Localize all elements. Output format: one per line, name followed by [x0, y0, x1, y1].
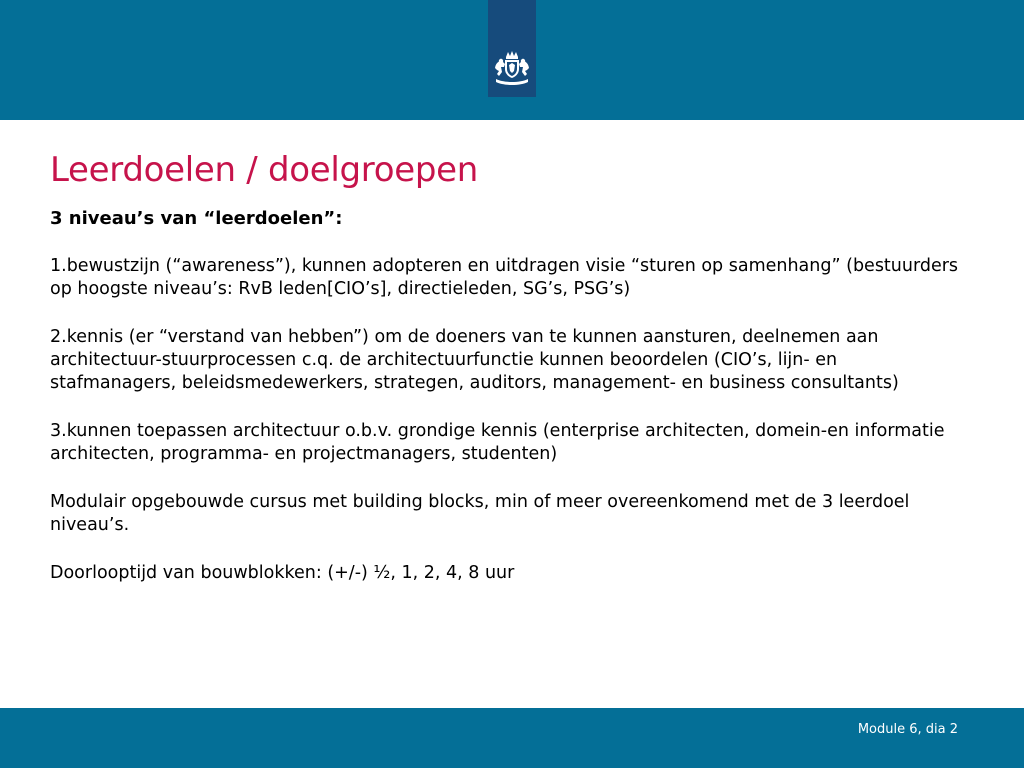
slide-number-label: Module 6, dia 2 — [857, 722, 958, 737]
slide-body — [50, 207, 960, 610]
header-bar — [0, 0, 1024, 120]
paragraph-awareness: 1.bewustzijn (“awareness”), kunnen adopteren en uitdragen visie “sturen op samenhang” (bestuurders op hoogste niveau’s: RvB leden[CIO’s], directieleden, SG’s, PSG’s) — [50, 256, 959, 299]
coat-of-arms-icon — [492, 50, 532, 86]
paragraph-modular-course: Modulair opgebouwde cursus met building blocks, min of meer overeenkomend met de 3 leerdoel niveau’s. — [50, 492, 910, 535]
paragraph-application: 3.kunnen toepassen architectuur o.b.v. grondige kennis (enterprise architecten, domein-en informatie architecten, programma- en projectmanagers, studenten) — [50, 421, 945, 464]
paragraph-lead-time: Doorlooptijd van bouwblokken: (+/-) ½, 1, 2, 4, 8 uur — [50, 563, 515, 583]
logo-block — [488, 0, 536, 97]
slide-title: Leerdoelen / doelgroepen — [50, 150, 478, 190]
footer-bar — [0, 708, 1024, 768]
subheading: 3 niveau’s van “leerdoelen”: — [50, 208, 343, 229]
paragraph-knowledge: 2.kennis (er “verstand van hebben”) om de doeners van te kunnen aansturen, deelnemen aan architectuur-stuurprocessen c.q. de architectuurfunctie kunnen beoordelen (CIO’s, lijn- en stafmanagers, beleidsmedewerkers, strategen, auditors, management- en business consultants) — [50, 327, 899, 393]
